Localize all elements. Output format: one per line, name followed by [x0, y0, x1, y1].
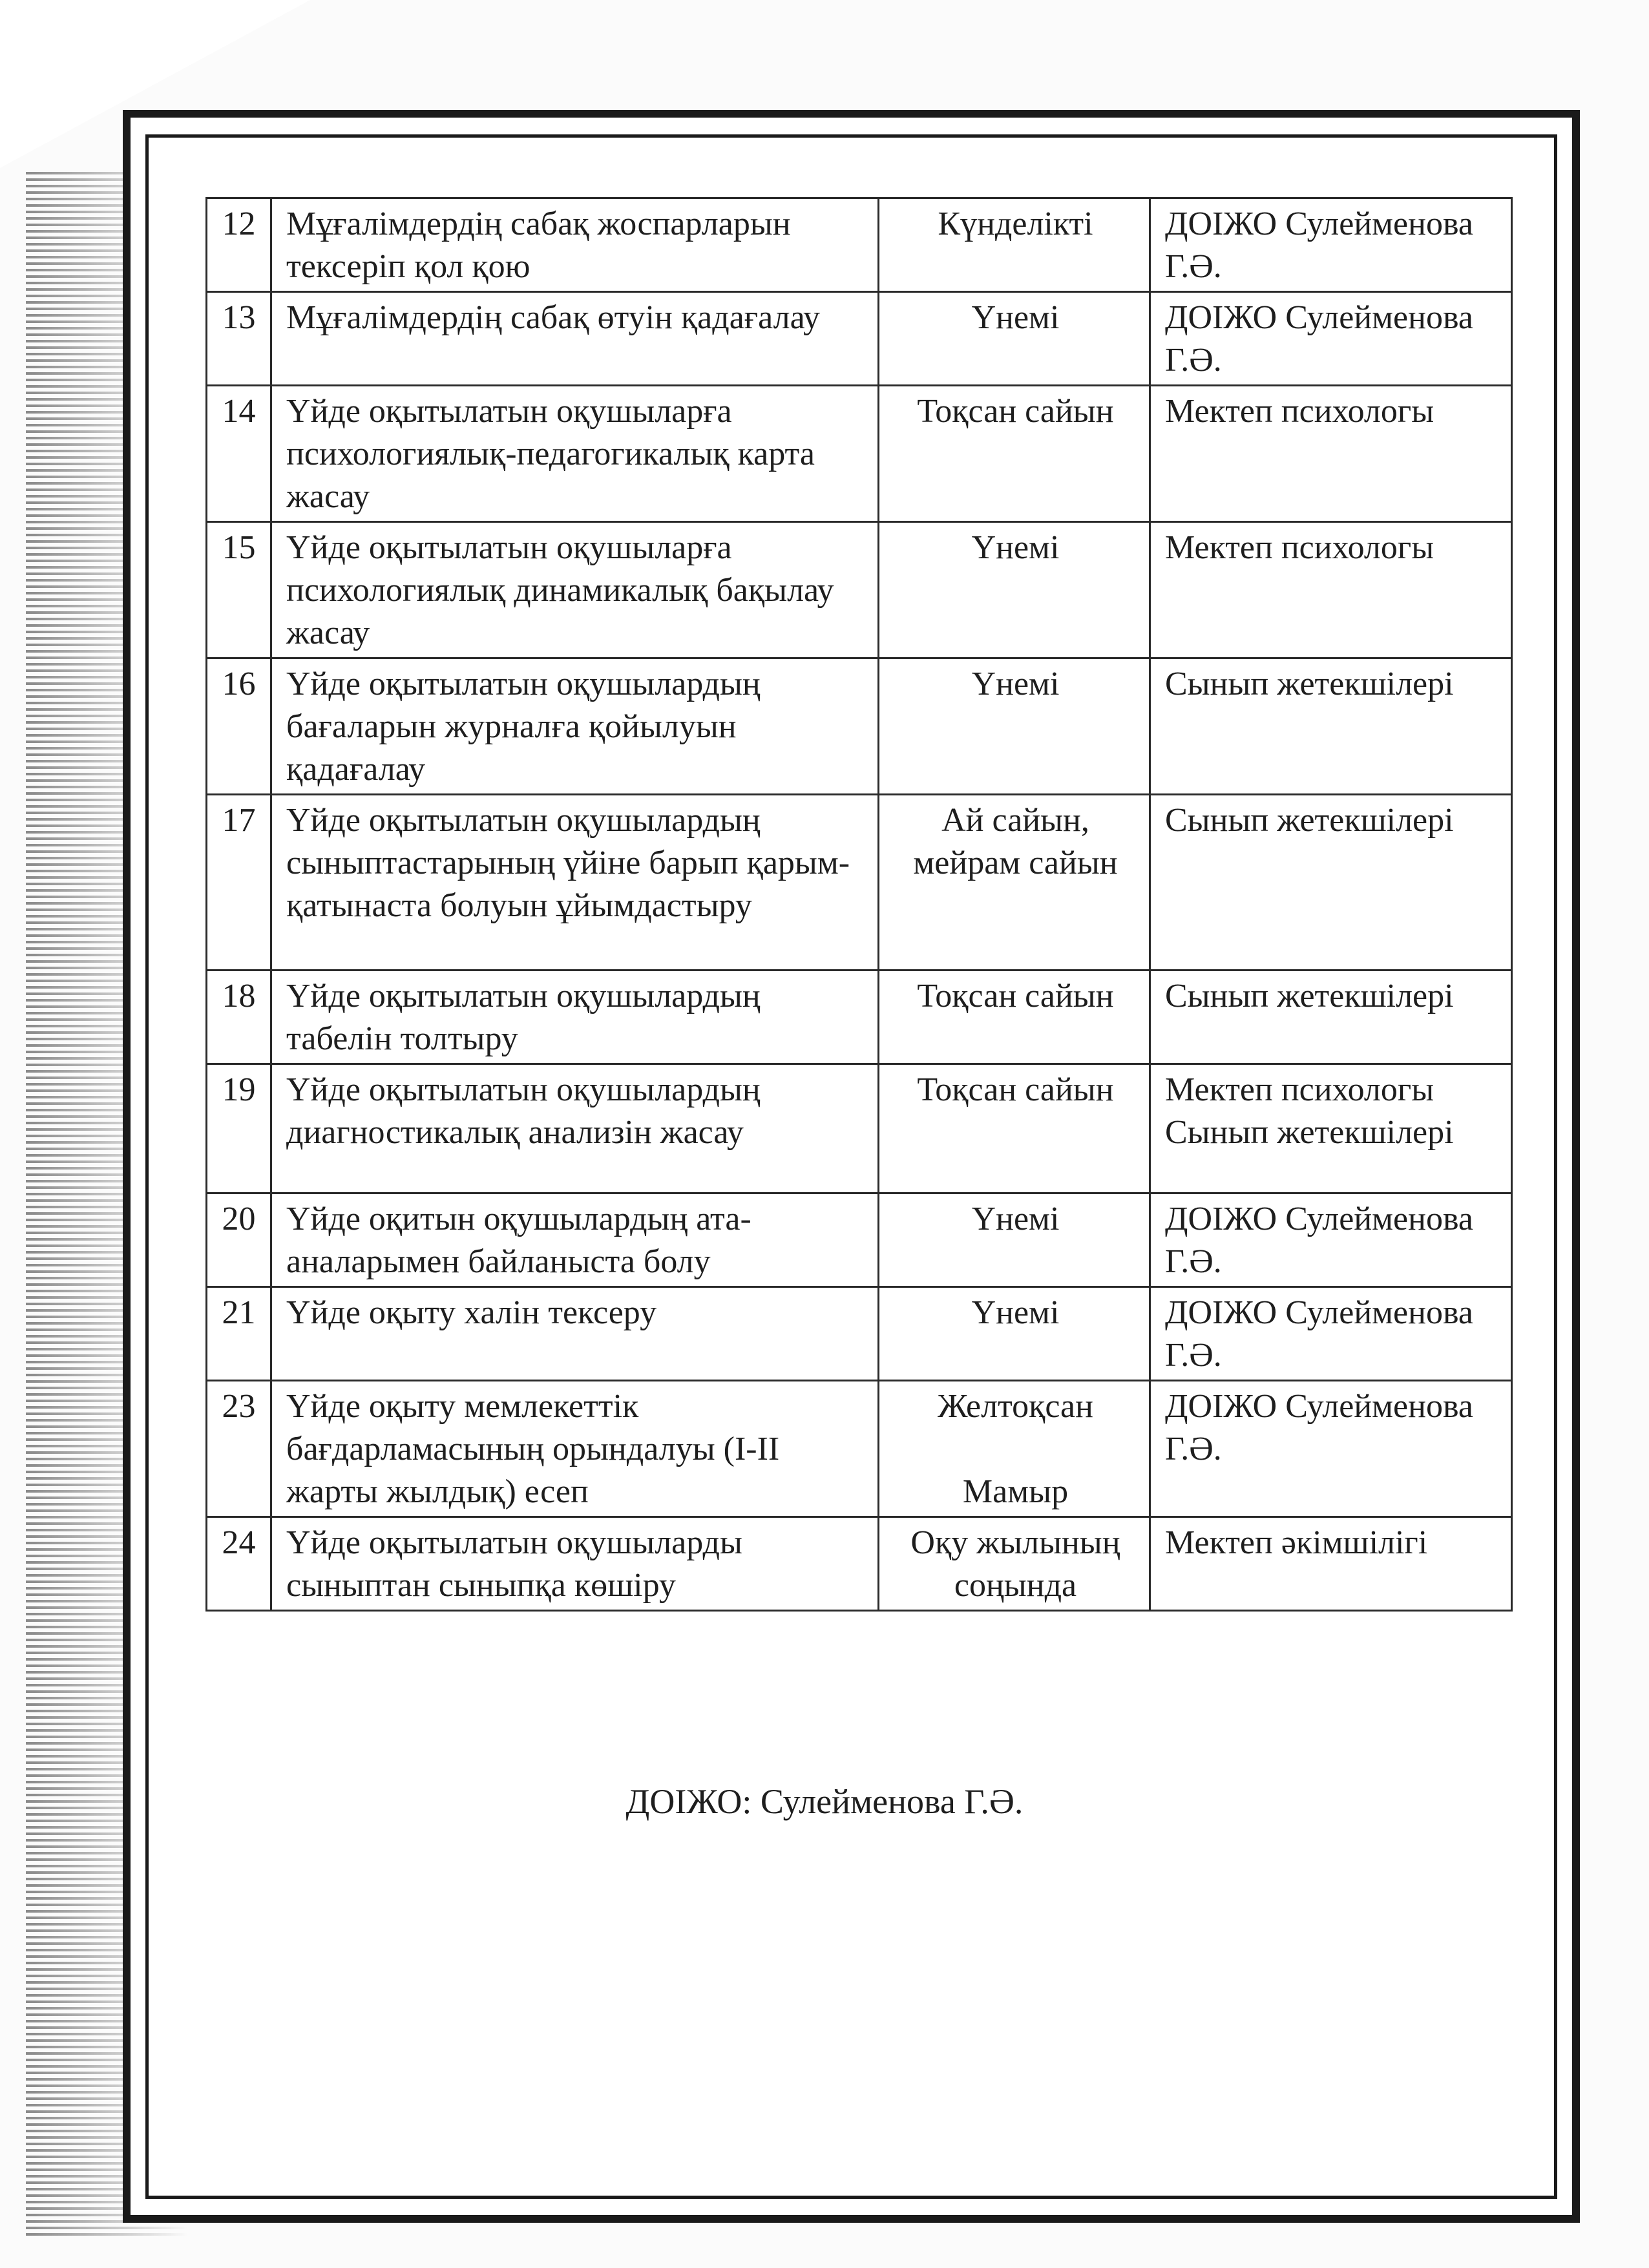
row-number: 24: [207, 1517, 271, 1611]
row-number: 12: [207, 198, 271, 292]
table-row: [207, 522, 1512, 658]
row-term: Оқу жылының соңында: [879, 1517, 1150, 1611]
row-task: Үйде оқытылатын оқушылардың табелін толтыру: [271, 971, 879, 1064]
row-number: 18: [207, 971, 271, 1064]
row-number: 17: [207, 795, 271, 971]
row-term: Күнделікті: [879, 198, 1150, 292]
row-term: Үнемі: [879, 292, 1150, 386]
table-row: [207, 1193, 1512, 1287]
table-row: [207, 386, 1512, 522]
row-term: Үнемі: [879, 658, 1150, 795]
row-task: Мұғалімдердің сабақ жоспарларын тексеріп қол қою: [271, 198, 879, 292]
row-term: Тоқсан сайын: [879, 1064, 1150, 1193]
row-term: Үнемі: [879, 1287, 1150, 1381]
row-task: Үйде оқытылатын оқушылардың бағаларын журналға қойылуын қадағалау: [271, 658, 879, 795]
table-row: [207, 292, 1512, 386]
row-responsible: Мектеп психологы Сынып жетекшілері: [1150, 1064, 1512, 1193]
row-task: Үйде оқытылатын оқушыларды сыныптан сыныпқа көшіру: [271, 1517, 879, 1611]
row-number: 14: [207, 386, 271, 522]
row-number: 20: [207, 1193, 271, 1287]
row-task: Үйде оқитын оқушылардың ата-аналарымен байланыста болу: [271, 1193, 879, 1287]
row-number: 15: [207, 522, 271, 658]
footer-signature: ДОІЖО: Сулейменова Г.Ә.: [625, 1782, 1024, 1821]
row-responsible: ДОІЖО Сулейменова Г.Ә.: [1150, 1381, 1512, 1517]
row-responsible: Мектеп психологы: [1150, 522, 1512, 658]
row-task: Мұғалімдердің сабақ өтуін қадағалау: [271, 292, 879, 386]
term-may: Мамыр: [962, 1473, 1069, 1510]
row-responsible: ДОІЖО Сулейменова Г.Ә.: [1150, 292, 1512, 386]
row-number: 23: [207, 1381, 271, 1517]
table-row: [207, 1064, 1512, 1193]
row-term: Үнемі: [879, 522, 1150, 658]
table-row: [207, 971, 1512, 1064]
row-term: [879, 1381, 1150, 1517]
table-row: [207, 658, 1512, 795]
row-responsible: Мектеп психологы: [1150, 386, 1512, 522]
work-plan-table: [205, 197, 1513, 1612]
row-responsible: ДОІЖО Сулейменова Г.Ә.: [1150, 1287, 1512, 1381]
table-row: [207, 1287, 1512, 1381]
row-task: Үйде оқыту халін тексеру: [271, 1287, 879, 1381]
table-row: [207, 795, 1512, 971]
row-number: 21: [207, 1287, 271, 1381]
row-term: Тоқсан сайын: [879, 386, 1150, 522]
row-task: Үйде оқытылатын оқушыларға психологиялық-педагогикалық карта жасау: [271, 386, 879, 522]
row-responsible: Мектеп әкімшілігі: [1150, 1517, 1512, 1611]
row-task: Үйде оқыту мемлекеттік бағдарламасының орындалуы (I-II жарты жылдық) есеп: [271, 1381, 879, 1517]
row-term: Үнемі: [879, 1193, 1150, 1287]
row-responsible: Сынып жетекшілері: [1150, 795, 1512, 971]
table-row: [207, 198, 1512, 292]
row-number: 16: [207, 658, 271, 795]
row-responsible: ДОІЖО Сулейменова Г.Ә.: [1150, 1193, 1512, 1287]
table-row: [207, 1381, 1512, 1517]
row-task: Үйде оқытылатын оқушылардың сыныптастарының үйіне барып қарым-қатынаста болуын ұйымдастыру: [271, 795, 879, 971]
row-number: 13: [207, 292, 271, 386]
table-row: [207, 1517, 1512, 1611]
row-responsible: Сынып жетекшілері: [1150, 658, 1512, 795]
row-number: 19: [207, 1064, 271, 1193]
row-term: Тоқсан сайын: [879, 971, 1150, 1064]
row-task: Үйде оқытылатын оқушыларға психологиялық динамикалық бақылау жасау: [271, 522, 879, 658]
row-responsible: Сынып жетекшілері: [1150, 971, 1512, 1064]
row-task: Үйде оқытылатын оқушылардың диагностикалық анализін жасау: [271, 1064, 879, 1193]
row-term: Ай сайын, мейрам сайын: [879, 795, 1150, 971]
row-responsible: ДОІЖО Сулейменова Г.Ә.: [1150, 198, 1512, 292]
term-december: Желтоқсан: [938, 1388, 1093, 1425]
